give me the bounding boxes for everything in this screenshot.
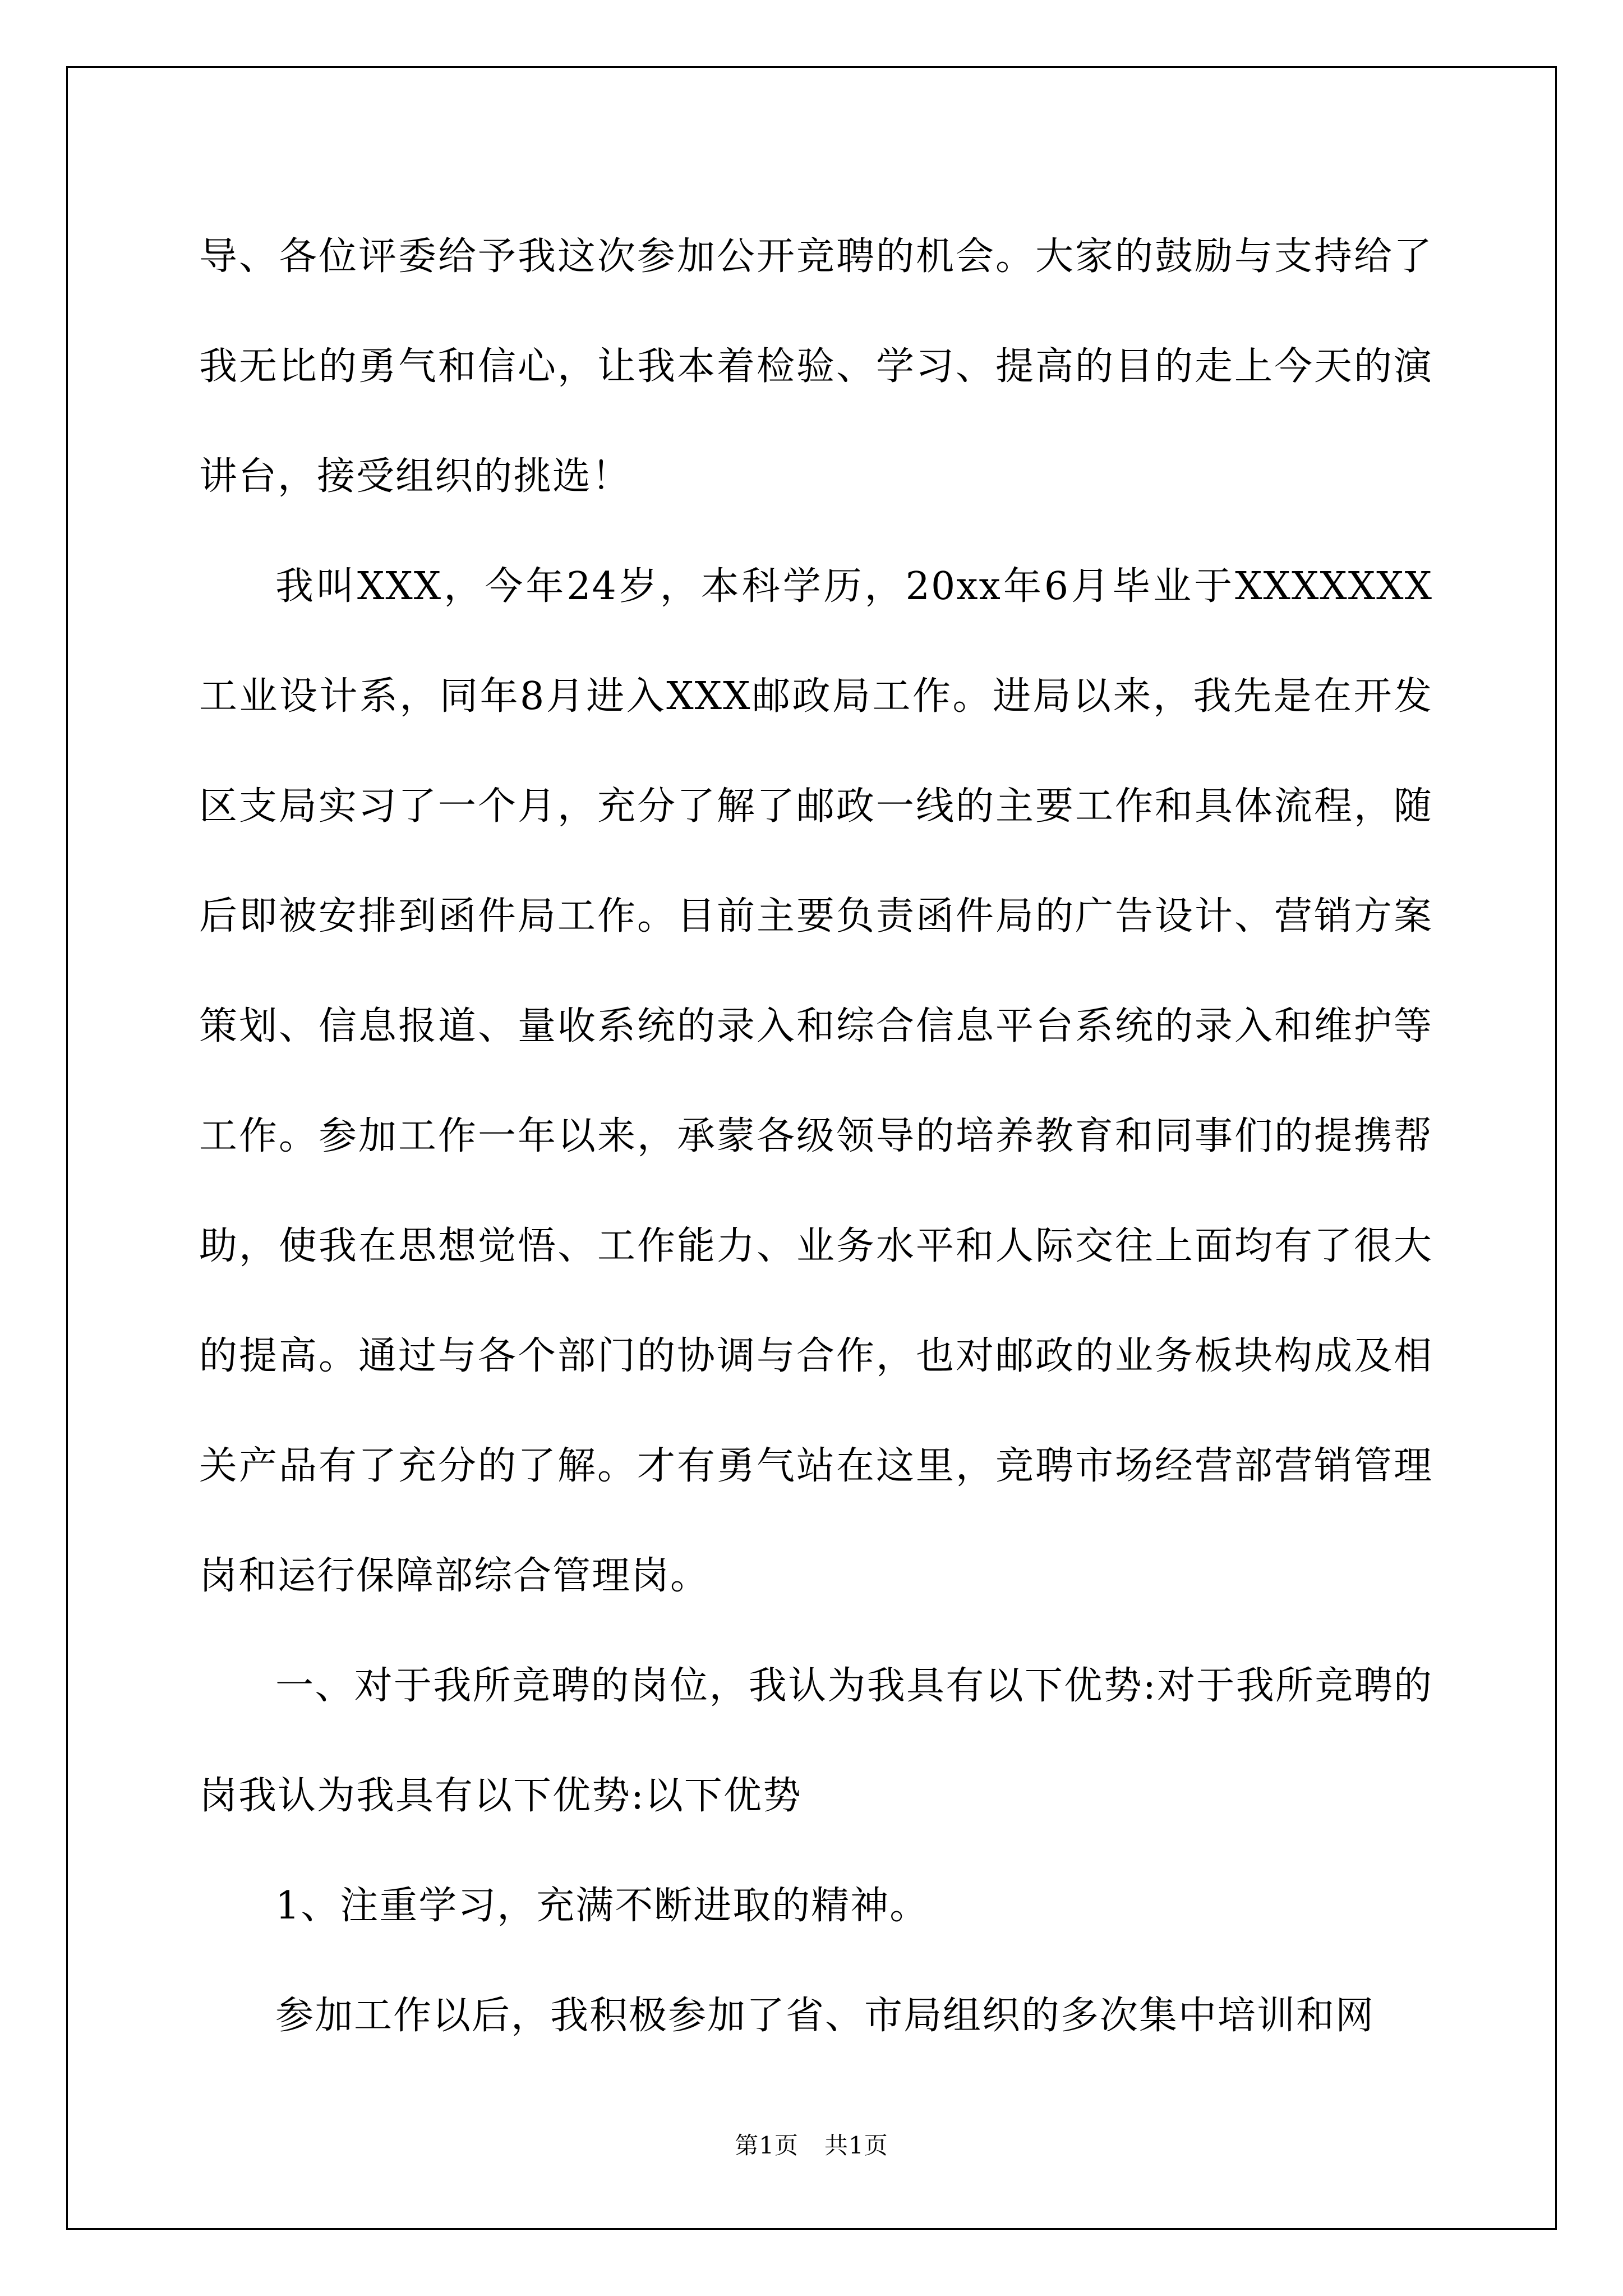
paragraph-3: 一、对于我所竞聘的岗位，我认为我具有以下优势:对于我所竞聘的岗我认为我具有以下优势:以下优势 bbox=[199, 1664, 1433, 1818]
page-number: 第1页 bbox=[735, 2132, 799, 2159]
document-body bbox=[199, 202, 1433, 2071]
paragraph-5: 参加工作以后，我积极参加了省、市局组织的多次集中培训和网 bbox=[275, 1994, 1375, 2038]
paragraph-2: 我叫XXX，今年24岁，本科学历，20xx年6月毕业于XXXXXXX工业设计系，同年8月进入XXX邮政局工作。进局以来，我先是在开发区支局实习了一个月，充分了解了邮政一线的主要工作和具体流程，随后即被安排到函件局工作。目前主要负责函件局的广告设计、营销方案策划、信息报道、量收系统的录入和综合信息平台系统的录入和维护等工作。参加工作一年以来，承蒙各级领导的培养教育和同事们的提携帮助，使我在思想觉悟、工作能力、业务水平和人际交往上面均有了很大的提高。通过与各个部门的协调与合作，也对邮政的业务板块构成及相关产品有了充分的了解。才有勇气站在这里，竞聘市场经营部营销管理岗和运行保障部综合管理岗。 bbox=[199, 564, 1433, 1598]
page-footer bbox=[0, 2129, 1623, 2162]
paragraph-1: 导、各位评委给予我这次参加公开竞聘的机会。大家的鼓励与支持给了我无比的勇气和信心，让我本着检验、学习、提高的目的走上今天的演讲台，接受组织的挑选！ bbox=[199, 234, 1433, 499]
paragraph-4: 1、注重学习，充满不断进取的精神。 bbox=[275, 1884, 929, 1928]
page-total: 共1页 bbox=[824, 2132, 888, 2159]
